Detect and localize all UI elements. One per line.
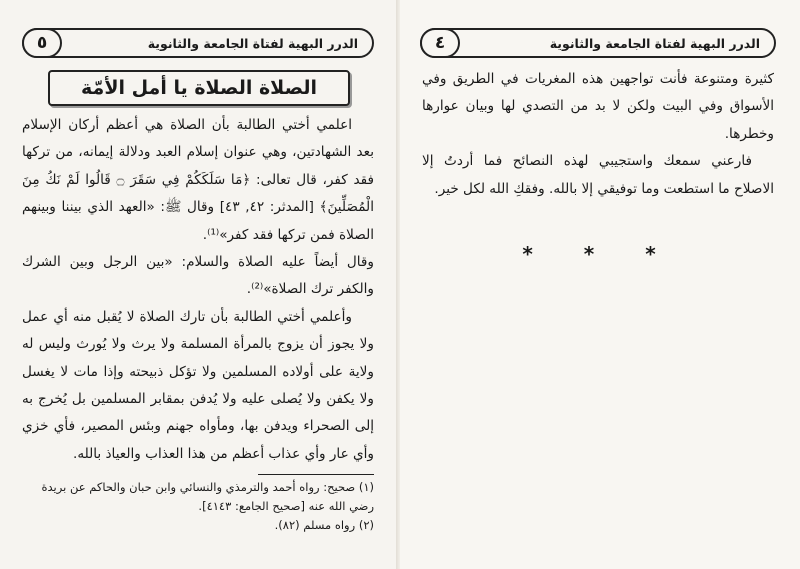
section-separator: * * * [522, 242, 678, 266]
footnote-divider [258, 474, 374, 475]
footnote: (١) صحيح: رواه أحمد والترمذي والنسائي وابن حبان والحاكم عن بريدة رضي الله عنه [صحيح الجامع: ٤١٤٣]. [41, 480, 374, 513]
chapter-title: الصلاة الصلاة يا أمل الأمّة [48, 70, 350, 106]
running-header-title: الدرر البهية لفتاة الجامعة والثانوية [549, 35, 760, 51]
paragraph: وقال أيضاً عليه الصلاة والسلام: «بين الرجل وبين الشرك والكفر ترك الصلاة»⁽²⁾. [22, 254, 374, 298]
footnote: (٢) رواه مسلم (٨٢). [274, 518, 374, 532]
footnotes [22, 478, 374, 535]
paragraph: كثيرة ومتنوعة فأنت تواجهين هذه المغريات في الطريق وفي الأسواق وفي البيت ولكن لا بد من التصدي لها وبيان عوارها وخطرها. [422, 71, 774, 142]
running-header-title: الدرر البهية لفتاة الجامعة والثانوية [147, 35, 358, 51]
page-number: ٥ [22, 28, 62, 58]
running-header [22, 28, 374, 58]
running-header [420, 28, 776, 58]
paragraph: اعلمي أختي الطالبة بأن الصلاة هي أعظم أركان الإسلام بعد الشهادتين، وهي عنوان إسلام العبد ودلالة إيمانه، من تركها فقد كفر، قال تعالى: ﴿مَا سَلَكَكُمْ فِي سَقَرَ ۝ قَالُوا لَمْ نَكُ مِنَ الْمُصَلِّينَ﴾ [المدثر: ٤٢, ٤٣] وقال ﷺ: «العهد الذي بيننا وبينهم الصلاة فمن تركها فقد كفر»⁽¹⁾. [22, 117, 374, 243]
body-text [22, 112, 374, 468]
paragraph: وأعلمي أختي الطالبة بأن تارك الصلاة لا يُقبل منه أي عمل ولا يجوز أن يزوج بالمرأة المسلمة ولا يرث ولا يُورث وليس له ولاية على أولاده المسلمين ولا تؤكل ذبيحته وإذا مات لا يغسل ولا يكفن ولا يُصلى عليه ولا يُدفن بمقابر المسلمين بل يُخرج به إلى الصحراء ويدفن بها، ومأواه جهنم وبئس المصير، فأي خزي وأي عار وأي عذاب أعظم من هذا العذاب والعياذ بالله. [22, 308, 374, 462]
right-page [400, 0, 800, 569]
page-number: ٤ [420, 28, 460, 58]
paragraph: فارعني سمعك واستجيبي لهذه النصائح فما أردتُ إلا الاصلاح ما استطعت وما توفيقي إلا بالله. وفقكِ الله لكل خير. [422, 153, 774, 197]
body-text [422, 66, 774, 203]
